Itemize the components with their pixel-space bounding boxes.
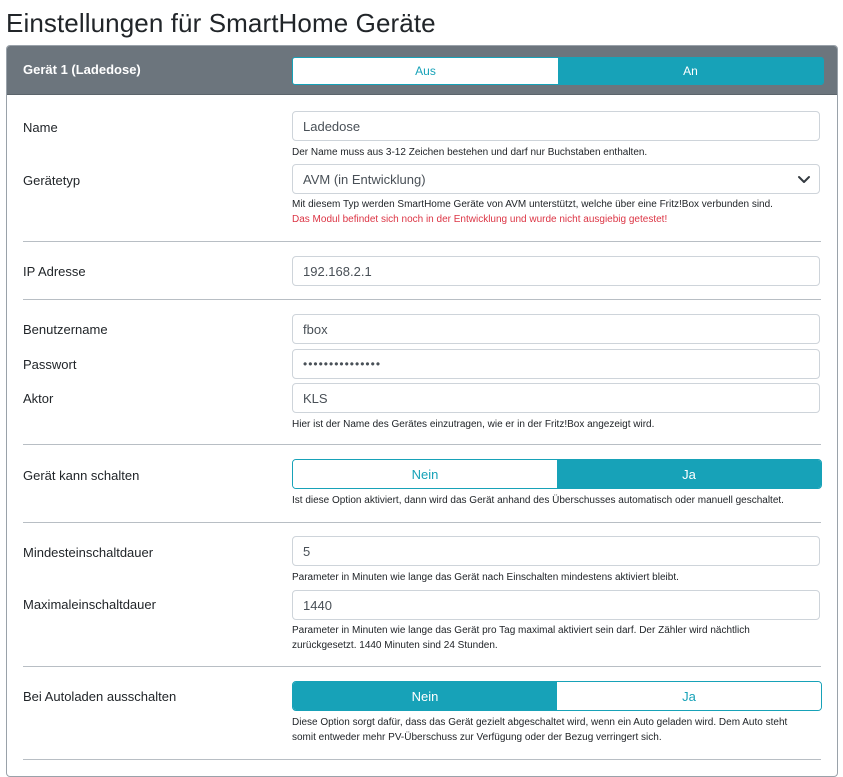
- section-divider: [23, 299, 821, 300]
- actor-help: Hier ist der Name des Gerätes einzutragen, wie er in der Fritz!Box angezeigt wird.: [292, 419, 655, 430]
- actor-input[interactable]: KLS: [292, 383, 820, 413]
- autoload-off-help-line-1: Diese Option sorgt dafür, dass das Gerät gezielt abgeschaltet wird, wenn ein Auto geladen wird. Dem Auto steht: [292, 717, 788, 728]
- ip-label: IP Adresse: [23, 264, 86, 279]
- name-input[interactable]: Ladedose: [292, 111, 820, 141]
- section-divider: [23, 241, 821, 242]
- device-type-select[interactable]: [292, 164, 820, 194]
- max-on-help-line-2: zurückgesetzt. 1440 Minuten sind 24 Stunden.: [292, 640, 498, 651]
- ip-input[interactable]: 192.168.2.1: [292, 256, 820, 286]
- actor-label: Aktor: [23, 391, 54, 406]
- can-switch-help: Ist diese Option aktiviert, dann wird das Gerät anhand des Überschusses automatisch oder manuell geschaltet.: [292, 495, 784, 506]
- username-input[interactable]: fbox: [292, 314, 820, 344]
- device-off-button[interactable]: Aus: [293, 58, 558, 84]
- section-divider: [23, 759, 821, 760]
- device-title: Gerät 1 (Ladedose): [23, 62, 141, 77]
- min-on-help: Parameter in Minuten wie lange das Gerät nach Einschalten mindestens aktiviert bleibt.: [292, 572, 679, 583]
- device-type-label: Gerätetyp: [23, 173, 81, 188]
- max-on-help: [292, 623, 827, 653]
- device-state-toggle: [292, 57, 824, 85]
- max-on-input[interactable]: 1440: [292, 590, 820, 620]
- min-on-input[interactable]: 5: [292, 536, 820, 566]
- autoload-off-no-button[interactable]: Nein: [293, 682, 557, 710]
- autoload-off-yes-button[interactable]: Ja: [557, 682, 821, 710]
- password-input[interactable]: •••••••••••••••: [292, 349, 820, 379]
- autoload-off-help-line-2: somit entweder mehr PV-Überschuss zur Verfügung oder der Bezug verringert sich.: [292, 732, 662, 743]
- section-divider: [23, 666, 821, 667]
- can-switch-label: Gerät kann schalten: [23, 468, 140, 483]
- min-on-label: Mindesteinschaltdauer: [23, 545, 154, 560]
- max-on-label: Maximaleinschaltdauer: [23, 597, 156, 612]
- device-type-value: AVM (in Entwicklung): [303, 171, 426, 187]
- section-divider: [23, 522, 821, 523]
- can-switch-yes-button[interactable]: Ja: [557, 460, 821, 488]
- chevron-down-icon: [797, 172, 811, 186]
- name-help: Der Name muss aus 3-12 Zeichen bestehen und darf nur Buchstaben enthalten.: [292, 147, 648, 158]
- autoload-off-help: [292, 715, 827, 745]
- can-switch-no-button[interactable]: Nein: [293, 460, 557, 488]
- autoload-off-toggle: [292, 681, 822, 711]
- device-type-warning: Das Modul befindet sich noch in der Entwicklung und wurde nicht ausgiebig getestet!: [292, 214, 668, 225]
- section-divider: [23, 444, 821, 445]
- device-on-button[interactable]: An: [558, 58, 823, 84]
- device-type-help: Mit diesem Typ werden SmartHome Geräte von AVM unterstützt, welche über eine Fritz!Box verbunden sind.: [292, 199, 773, 210]
- max-on-help-line-1: Parameter in Minuten wie lange das Gerät pro Tag maximal aktiviert sein darf. Der Zähler wird nächtlich: [292, 625, 750, 636]
- autoload-off-label: Bei Autoladen ausschalten: [23, 689, 177, 704]
- password-label: Passwort: [23, 357, 77, 372]
- username-label: Benutzername: [23, 322, 108, 337]
- device-header: [7, 46, 837, 95]
- can-switch-toggle: [292, 459, 822, 489]
- page-title: Einstellungen für SmartHome Geräte: [6, 8, 436, 38]
- name-label: Name: [23, 120, 58, 135]
- device-settings-card: [6, 45, 838, 777]
